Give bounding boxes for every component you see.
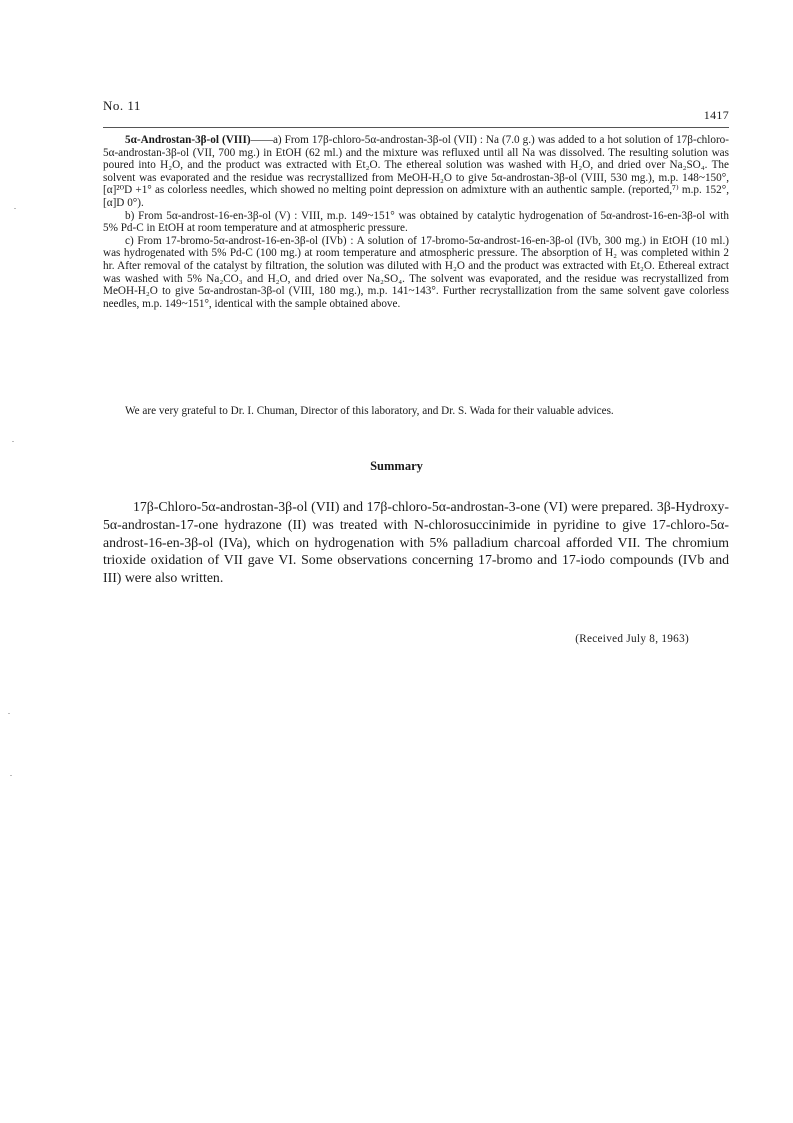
paragraph-a-text: ——a) From 17β-chloro-5α-androstan-3β-ol (VII) : Na (7.0 g.) was added to a hot solution of 17β-chloro-5α-androstan-3β-ol (VII, 700 mg.) in EtOH (62 ml.) and the mixture was refluxed until all Na was dissolved. The resulting solution was poured into H₂O, and the product was extracted with Et₂O. The ethereal solution was washed with H₂O, and dried over Na₂SO₄. The solvent was evaporated and the residue was recrystallized from MeOH-H₂O to give 5α-androstan-3β-ol (VIII, 530 mg.), m.p. 148~150°, [α]²⁰D +1° as colorless needles, which showed no melting point depression on admixture with an authentic sample. (reported,⁷⁾ m.p. 152°, [α]D 0°). [103, 134, 729, 209]
summary-text: 17β-Chloro-5α-androstan-3β-ol (VII) and 17β-chloro-5α-androstan-3-one (VI) were prepared. 3β-Hydroxy-5α-androstan-17-one hydrazone (II) was treated with N-chlorosuccinimide in pyridine to give 17-chloro-5α-androst-16-en-3β-ol (IVa), which on hydrogenation with 5% palladium charcoal afforded VII. The chromium trioxide oxidation of VII gave VI. Some observations concerning 17-bromo and 17-iodo compounds (IVb and III) were also written. [103, 499, 729, 586]
compound-heading: 5α-Androstan-3β-ol (VIII) [125, 134, 251, 146]
experimental-section [103, 134, 729, 310]
page-number: 1417 [703, 108, 729, 122]
acknowledgement-text: We are very grateful to Dr. I. Chuman, Director of this laboratory, and Dr. S. Wada for their valuable advices. [125, 405, 614, 417]
received-date: (Received July 8, 1963) [575, 633, 689, 645]
scan-speck [14, 208, 16, 209]
experimental-paragraph-a [103, 134, 729, 210]
page-header [103, 98, 729, 124]
acknowledgement-section [103, 405, 729, 418]
scan-speck [10, 775, 12, 776]
experimental-paragraph-b: b) From 5α-androst-16-en-3β-ol (V) : VIII, m.p. 149~151° was obtained by catalytic hydrogenation of 5α-androst-16-en-3β-ol with 5% Pd-C in EtOH at room temperature and at atmospheric pressure. [103, 209, 729, 235]
scan-speck [8, 713, 10, 714]
scan-speck [12, 441, 14, 442]
summary-heading: Summary [370, 459, 423, 473]
header-rule [103, 127, 729, 128]
issue-number: No. 11 [103, 98, 141, 113]
experimental-paragraph-c: c) From 17-bromo-5α-androst-16-en-3β-ol (IVb) : A solution of 17-bromo-5α-androst-16-en-3β-ol (IVb, 300 mg.) in EtOH (10 ml.) was hydrogenated with 5% Pd-C (100 mg.) at room temperature and atmospheric pressure. The absorption of H₂ was completed within 2 hr. After removal of the catalyst by filtration, the solution was diluted with H₂O and the product was extracted with Et₂O. Ethereal extract was washed with 5% Na₂CO₃ and H₂O, and dried over Na₂SO₄. The solvent was evaporated, and the residue was recrystallized from MeOH-H₂O to give 5α-androstan-3β-ol (VIII, 180 mg.), m.p. 141~143°. Further recrystallization from the same solvent gave colorless needles, m.p. 149~151°, identical with the sample obtained above. [103, 234, 729, 310]
summary-section [103, 498, 729, 587]
